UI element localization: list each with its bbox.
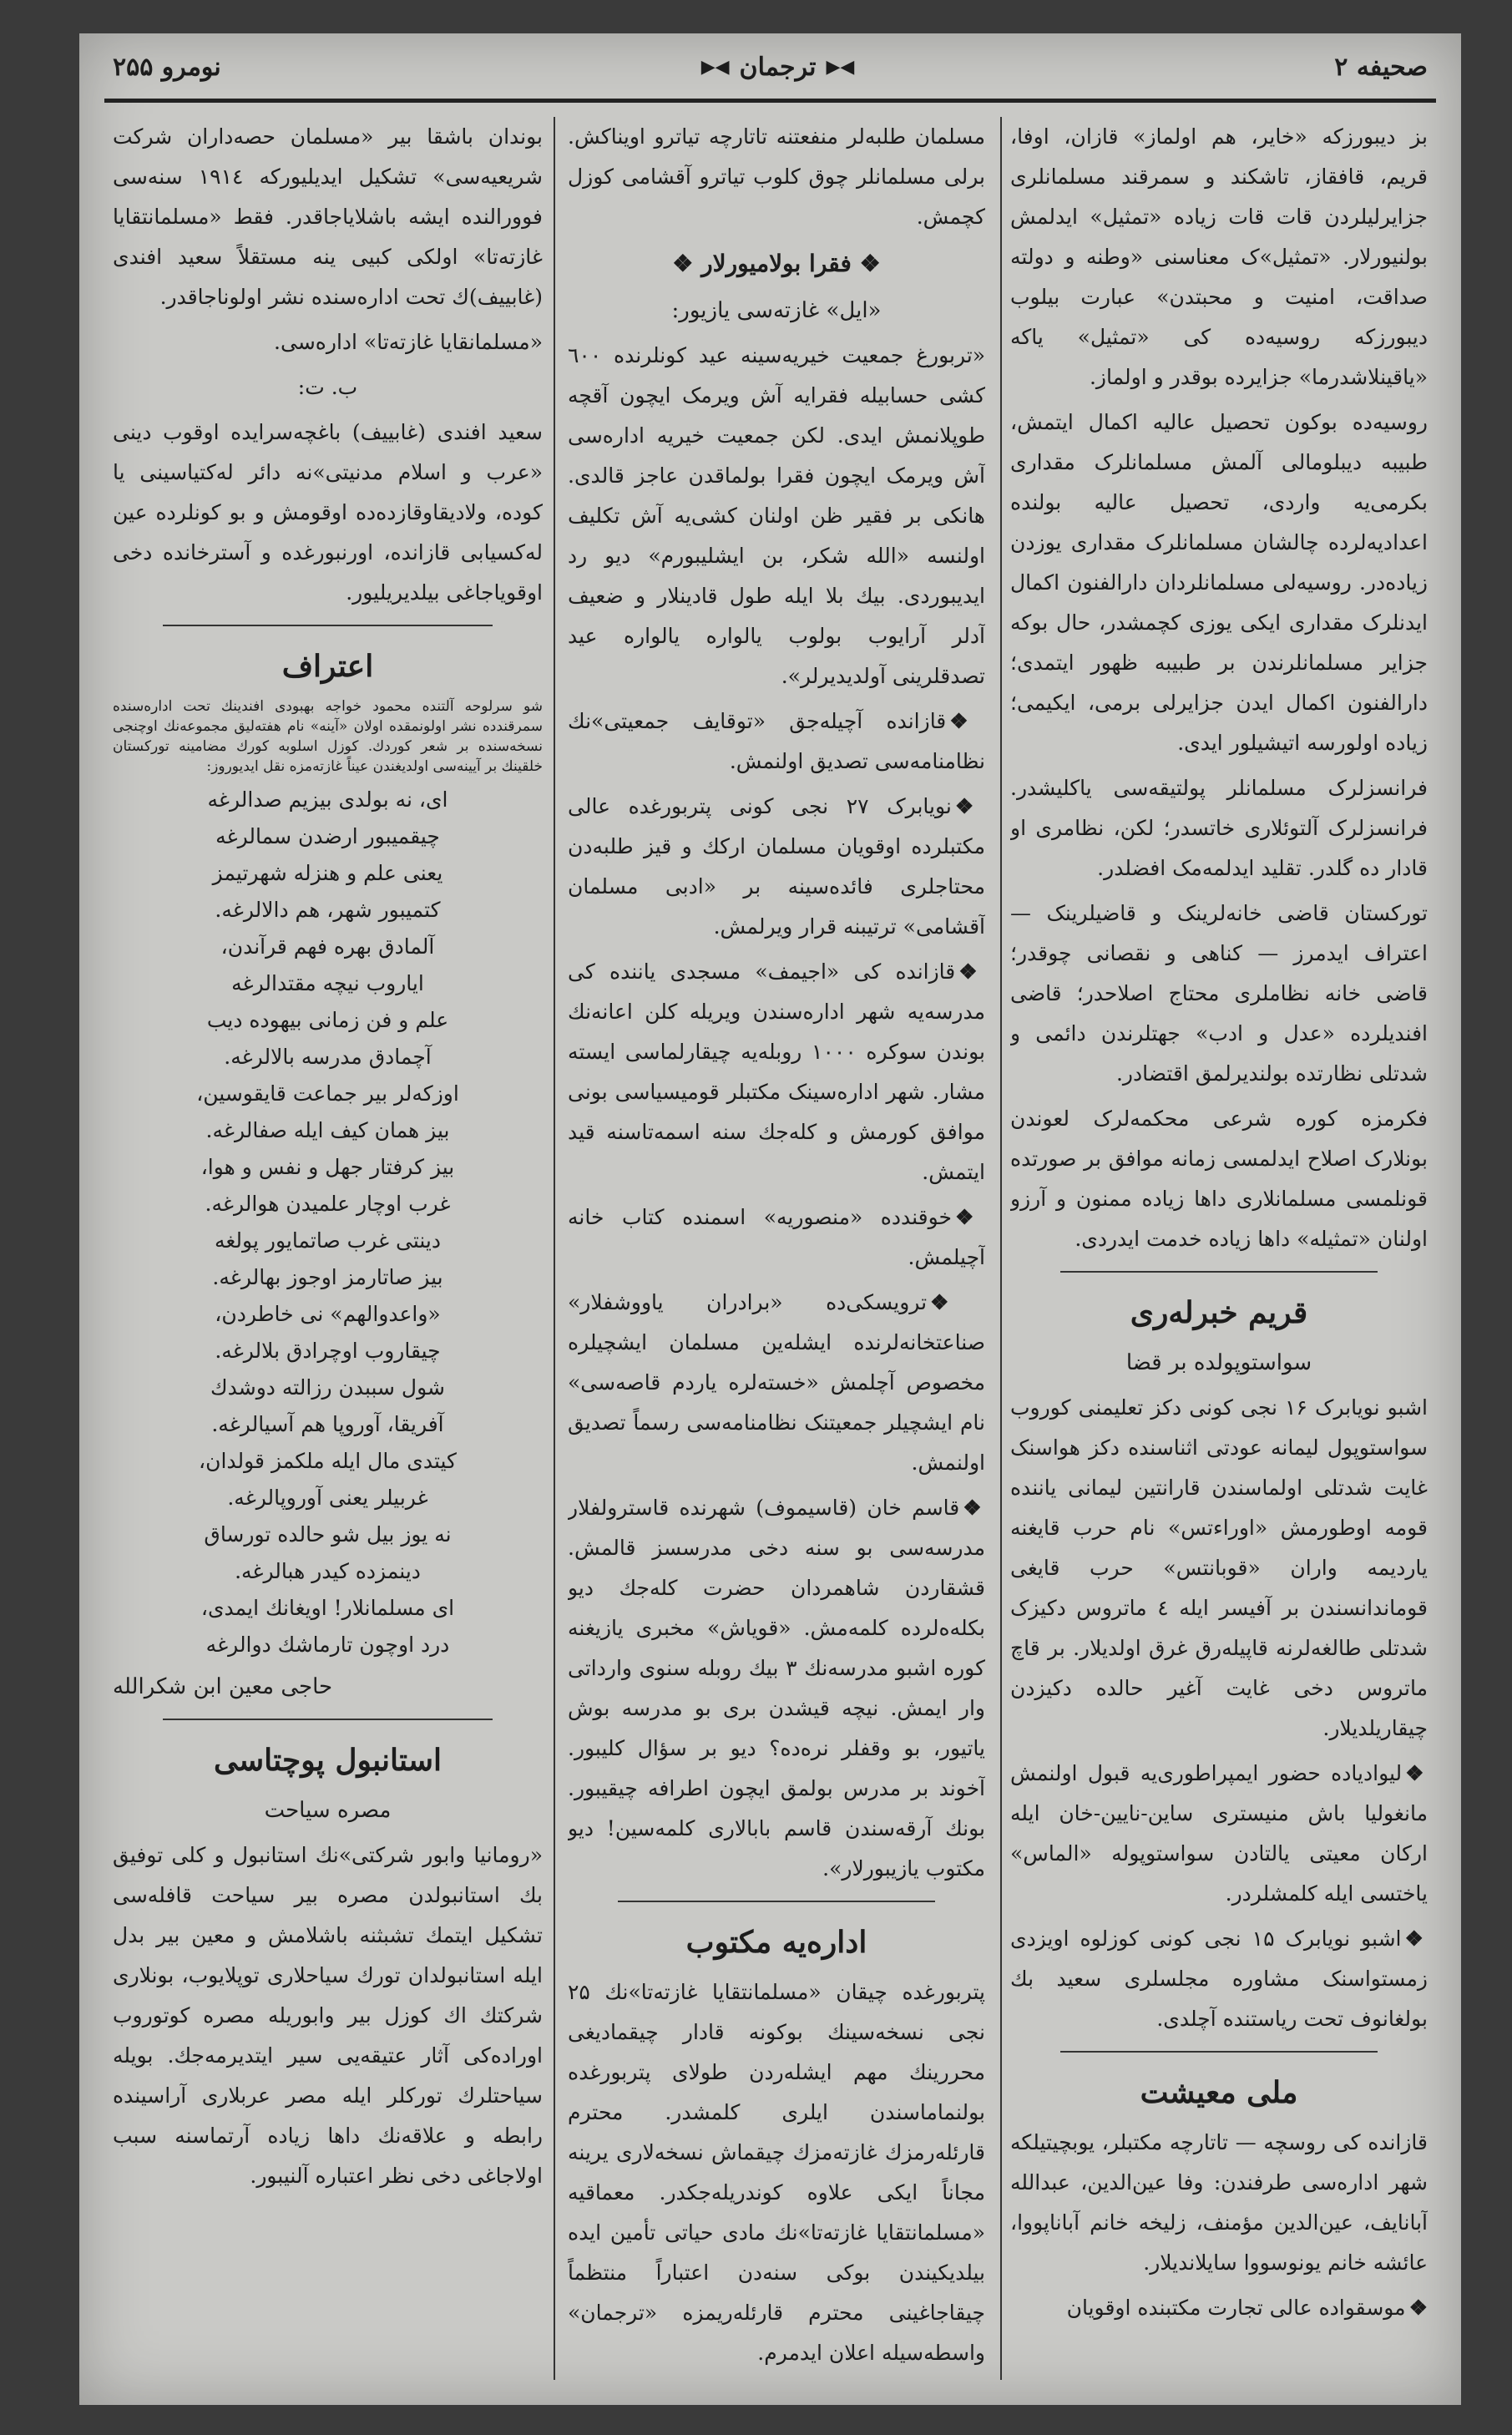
poem-line: درد اوچون تارماشك دوالرغه (205, 1633, 450, 1657)
section-title-istanbul: استانبول پوچتاسی (213, 1743, 442, 1778)
paragraph (1010, 2288, 1428, 2328)
paragraph: بز دیبورزکه «خایر، هم اولماز» قازان، اوفا، قریم، قافقاز، تاشکند و سمرقند مسلمانلری جزایرلیلردن قات قات زیاده «تمثیل» ایدلمش بولنیورلار. «تمثیل»ک معناسنی «وطنه و دولته صداقت، امنیت و محبتدن» عبارت بیلوب دیبورزکه روسیه‌ده کی «تمثیل» یاکه «یاقینلاشدرما» جزایرده بوقدر و اولماز. (1010, 124, 1428, 389)
paragraph (568, 1197, 985, 1278)
fleuron-icon: ❖ (1405, 1761, 1428, 1785)
poem-line: علم و فن زمانی بیهوده دیب (206, 1008, 449, 1032)
fleuron-icon: ❖ (963, 1496, 985, 1520)
newspaper-page (79, 33, 1461, 2405)
section-subtitle: «ایل» غازته‌سی یازیور: (671, 298, 882, 323)
fleuron-icon: ❖ (1408, 2296, 1428, 2320)
ornament-left-icon: ◀▶ (700, 56, 730, 78)
page-header (113, 42, 1428, 92)
column-divider (1000, 117, 1002, 2380)
initials: ب. ت: (297, 375, 358, 399)
section-title-poor (568, 242, 985, 286)
paragraph: مسلمان طلبه‌لر منفعتنه تاتارچه تیاترو اویناکش. برلی مسلمانلر چوق کلوب تیاترو آقشامی کوزل کچمش. (568, 124, 985, 229)
poem-line: دینمزده کیدر هبالرغه. (235, 1559, 421, 1583)
divider (1060, 2051, 1378, 2053)
paragraph (568, 1283, 985, 1483)
section-title-economy: ملی معیشت (1140, 2075, 1298, 2110)
paragraph (568, 1488, 985, 1889)
fleuron-icon: ❖ (955, 1205, 985, 1229)
poem-line: «واعدوالهم» نی خاطردن، (215, 1302, 441, 1326)
news-text: موسقواده عالی تجارت مکتبنده اوقویان (1066, 2296, 1406, 2320)
news-text: نویابرک ۲۷ نجی کونی پتربورغده عالی مکتبلرده اوقویان مسلمان ارکك و قیز طلبه‌دن محتاجلری فائده‌سینه بر «ادبی مسلمان آقشامی» ترتیبنه قرار ویرلمش. (568, 794, 985, 939)
poem-line: ای، نه بولدی بیزیم صدالرغه (207, 787, 448, 812)
paragraph: «مسلمانقایا غازته‌تا» اداره‌سی. (274, 330, 543, 354)
poem-line: ایاروب نیچه مقتدالرغه (231, 971, 424, 995)
masthead (701, 53, 855, 82)
poem-line: کتمیبور شهر، هم دالالرغه. (215, 898, 441, 922)
fleuron-icon: ❖ (958, 959, 985, 984)
title-text: فقرا بولامیورلار (701, 250, 852, 277)
fleuron-icon: ❖ (672, 250, 702, 277)
paragraph (568, 701, 985, 782)
poem-line: ای مسلمانلار! اویغانك ایمدی، (200, 1596, 455, 1620)
poem-line: چیقاروب اوچرادق بلالرغه. (215, 1339, 441, 1363)
paragraph: تورکستان قاضی خانه‌لرینک و قاضیلرینک — اعتراف ایدمرز — کناهی و نقصانی چوقدر؛ قاضی خانه نظاملری محتاج اصلاحدر؛ قاضی افندیلرده «عدل و ادب» جهتلرندن دائمی و شدتلی نظارتده بولندیرلمق اقتضادر. (1010, 901, 1428, 1086)
poem-line: غربیلر یعنی آوروپالرغه. (227, 1486, 428, 1510)
paragraph (568, 952, 985, 1192)
paragraph (1010, 1754, 1428, 1914)
poem-line: بیز صاتارمز اوجوز بهالرغه. (212, 1265, 443, 1289)
section-subtitle: سواستوپولده بر قضا (1125, 1350, 1312, 1375)
news-text: لیوادیاده حضور ایمپراطوری‌یه قبول اولنمش مانغولیا باش منیستری ساین-نایین-خان ایله ارکان معیتی یالتادن سواستوپوله «الماس» یاختسی ایله کلمشلردر. (1010, 1761, 1428, 1906)
news-text: خوقندده «منصوریه» اسمنده کتاب خانه آچیلمش. (568, 1205, 985, 1269)
poem (113, 782, 543, 1663)
paragraph (568, 787, 985, 947)
column-divider (554, 117, 555, 2380)
fleuron-icon: ❖ (954, 794, 985, 818)
paragraph: فکرمزه کوره شرعی محکمه‌لرک لعوندن بونلارک اصلاح ایدلمسی زمانه موافق بر صورتده قونلمسی مسلمانلاری داها زیاده ممنون و آرزو اولنان «تمثیله» داها زیاده خدمت ایدردی. (1010, 1106, 1428, 1251)
poem-line: غرب اوچار علمیدن هوالرغه. (205, 1192, 451, 1216)
fleuron-icon: ❖ (930, 1290, 985, 1314)
news-text: قازانده کی «اجیمف» مسجدی یاننده کی مدرسه‌یه شهر اداره‌سندن ویریله کلن اعانه‌نك بوندن سوکره ۱۰۰۰ روبله‌یه چیقارلماسی ایسته مشار. شهر اداره‌سینک مکتبلر قومیسیاسی بونی موافق کورمش و کله‌جك سنه اسمه‌تاسنه قید ایتمش. (568, 959, 985, 1184)
paragraph: روسیه‌ده بوکون تحصیل عالیه اکمال ایتمش، طبیبه دیبلومالی آلمش مسلمانلرک مقداری بکرمی‌یه واردی، تحصیل عالیه بولنده اعدادیه‌لرده چالشان مسلمانلرک مقداری یوزدن زیاده‌در. روسیه‌لی مسلمانلردان دارالفنون اکمال ایدنلرک مقداری ایکی یوزی کچمشدر، حال بوکه جزایر مسلمانلرندن بر طبیبه ظهور ایتمدی؛ دارالفنون اکمال ایدن جزایرلی برمی، ایکیمی؛ زیاده اولورسه اتیشیلور ایدی. (1010, 410, 1428, 755)
poem-line: نه یوز بیل شو حالده تورساق (204, 1522, 452, 1547)
section-title-office-letter: اداره‌یه مکتوب (685, 1925, 867, 1960)
paragraph (1010, 1919, 1428, 2039)
header-rule (104, 99, 1436, 103)
paragraph: فرانسزلرک مسلمانلر پولتیقه‌سی یاکلیشدر. فرانسزلرک آلتوئلاری خاتسدر؛ لکن، نظامری او قادار ده گلدر. تقلید ایدلمه‌مک افضلدر. (1010, 776, 1428, 880)
section-title-crimea: قریم خبرله‌ری (1130, 1295, 1308, 1330)
paragraph: پتربورغده چیقان «مسلمانتقایا غازته‌تا»نك ۲۵ نجی نسخه‌سینك بوکونه قادار چیقمادیغی محررینك مهم ایشله‌ردن طولای پتربورغده بولنماماسندن ایلری کلمشدر. محترم قارئله‌رمزك غازته‌مزك چیقماش نسخه‌لاری یرینه مجاناً ایکی علاوه کوندریله‌جکدر. معماقیه «مسلمانتقایا غازته‌تا»نك مادی حیاتی تأمین ایده بیلدیکیندن بوکی سنه‌دن اعتباراً منتظماً چیقاجاغینی محترم قارئله‌ریمزه «ترجمان» واسطه‌سیله اعلان ایدمرم. (568, 1980, 985, 2365)
poem-line: چیقمیبور ارضدن سمالرغه (215, 824, 440, 848)
newspaper-title: ترجمان (739, 52, 817, 82)
news-text: قازانده آچیله‌جق «توقایف جمعیتی»نك نظامنامه‌سی تصدیق اولنمش. (568, 709, 985, 773)
column-left (113, 117, 543, 2380)
section-subtitle: مصره سیاحت (264, 1798, 392, 1823)
fleuron-icon: ❖ (851, 250, 881, 277)
news-text: ترویسکی‌ده «برادران یاووشفلار» صناعتخانه‌لرنده ایشله‌ین مسلمان ایشچیلره مخصوص آچلمش «خسته‌لره یاردم قاصه‌سی» نام ایشچیلر جمعیتنک نظامنامه‌سی رسماً تصدیق اولنمش. (568, 1290, 985, 1475)
fleuron-icon: ❖ (949, 709, 985, 733)
news-text: اشبو نویابرک ۱۵ نجی کونی کوزلوه اویزدی زمستواسنک مشاوره مجلسلری سعید بك بولغانوف تحت ریاستنده آچلدی. (1010, 1926, 1428, 2031)
fleuron-icon: ❖ (1404, 1926, 1428, 1951)
paragraph: «رومانیا وابور شرکتی»نك استانبول و کلی توفیق بك استانبولدن مصره بیر سیاحت قافله‌سی تشکیل ایتمك تشبثنه باشلامش و معین بیر بدل ایله استانبولدان تورك سیاحلاری توپلایوب، بونلاری شرکتك اك کوزل بیر وابوریله مصره کوتوروب اوراده‌کی آثار عتیقه‌یی سیر ایتدیرمه‌جك. بویله سیاحتلرك تورکلر ایله مصر عربلاری آراسینده رابطه و علاقه‌نك داها زیاده آرتماسنه سبب اولاجاغی دخی نظر اعتباره آلنیبور. (113, 1843, 543, 2188)
poem-line: دینتی غرب صاتمایور پولغه (214, 1228, 442, 1253)
column-middle (568, 117, 985, 2380)
paragraph: اشبو نویابرک ۱۶ نجی کونی دکز تعلیمنی کوروب سواستوپول لیمانه عودتی اثناسنده دکز هواسنک غایت شدتلی اولماسندن قارانتین لیمانی یاننده قومه اوطورمش «اوراءتس» نام حرب قایغنه یاردیمه واران «قوبانتس» حرب قایغی قوماندانسندن بر آفیسر ایله ٤ ماتروس دکیزک شدتلی طالغه‌لرنه قاپیله‌رق غرق اولدیلار. بر قاچ ماتروس دخی غایت آغیر حالده دکیزدن چیقاریلدیلار. (1010, 1395, 1428, 1740)
intro-note: شو سرلوحه آلتنده محمود خواجه بهبودی افندینك تحت اداره‌سنده سمرقندده نشر اولونمقده اولان «آینه» نام هفته‌لیق مجموعه‌نك اوچنجی نسخه‌سنده بر شعر کوردك. کوزل اسلوبه کورك مضامینه تورکستان خلقینك بر آیینه‌سی اولدیغندن عیناً غازته‌مزه نقل ایدیوروز: (113, 698, 543, 775)
issue-number: نومرو ۲۵۵ (113, 52, 221, 82)
ornament-right-icon: ◀▶ (826, 56, 855, 78)
section-title-confession: اعتراف (281, 649, 374, 684)
divider (163, 1719, 493, 1720)
page-number: صحیفه ۲ (1334, 52, 1428, 82)
poem-line: آلمادق بهره فهم قرآندن، (220, 934, 435, 959)
divider (163, 625, 493, 626)
poem-line: اوزکه‌لر بیر جماعت قایقوسین، (196, 1081, 459, 1106)
poem-line: شول سببدن رزالته دوشدك (210, 1375, 445, 1400)
poem-line: آفریقا، آوروپا هم آسیالرغه. (211, 1412, 444, 1436)
poem-line: بیز کرفتار جهل و نفس و هوا، (200, 1155, 455, 1179)
paragraph: «تربورغ جمعیت خیریه‌سینه عید کونلرنده ٦٠٠ کشی حسابیله فقرایه آش ویرمک ایچون آقچه طوپلانمش ایدی. لکن جمعیت خیریه اداره‌سی آش ویرمک ایچون فقرا بولماقدن عاجز قالدی. هانکی بر فقیر ظن اولنان کشی‌یه آش تکلیف اولنسه «الله شکر، بن ایشلیبورم» دیو رد ایدیبوردی. بیك بلا ایله طول قادینلار و ضعیف آدلر آرایوب بولوب یالواره یالواره عید تصدقلرینی آولدیدیرلر». (568, 343, 985, 688)
column-right (1010, 117, 1428, 2380)
paragraph: قازانده کی روسچه — تاتارچه مکتبلر، یوبچیتیلکه شهر اداره‌سی طرفندن: وفا عین‌الدین، عبدالله آبانایف، عین‌الدین مؤمنف، زلیخه خانم آباناپووا، عائشه خانم یونوسووا سایلاندیلار. (1010, 2130, 1428, 2275)
poem-line: کیتدی مال ایله ملکمز قولدان، (199, 1449, 457, 1473)
signature: حاجی معین ابن شکرالله (113, 1674, 333, 1699)
news-text: قاسم خان (قاسیموف) شهرنده قاسترولفلار مدرسه‌سی بو سنه دخی مدرسسز قالمش. قشقاردن شاهمردان حضرت کله‌جك دیو بکله‌ه‌لرده کلمه‌مش. «قویاش» مخبری یازیغنه کوره اشبو مدرسه‌نك ۳ بیك روبله سنوی وارداتی وار ایمش. نیچه قیشدن بری بو مدرسه بوش یاتیور، بو وقفلر نره‌ده؟ دیو بر سؤال کلیبور. آخوند بر مدرس بولمق ایچون اطرافه چیقیبور. بونك آرقه‌سندن قاسم بابالاری کلمه‌سین! دیو مکتوب یازیبورلار». (568, 1496, 985, 1881)
paragraph: بوندان باشقا بیر «مسلمان حصه‌داران شرکت شریعیه‌سی» تشکیل ایدیلیورکه ۱۹۱٤ سنه‌سی فوورالنده ایشه باشلایاجاقدر. فقط «مسلمانتقایا غازته‌تا» اولکی کبیی ینه مستقلاً سعید افندی (غابییف)ك تحت اداره‌سنده نشر اولوناجاقدر. (113, 124, 543, 309)
divider (1060, 1271, 1378, 1273)
poem-line: آچمادق مدرسه بالالرغه. (224, 1045, 432, 1069)
paragraph: سعید افندی (غابییف) باغچه‌سرایده اوقوب دینی «عرب و اسلام مدنیتی»نه دائر له‌کتیاسینی یا کوده، ولادیقاوقازده‌ده اوقومش و بو کونلرده عین له‌کسیابی قازانده، اورنبورغده و آسترخانده دخی اوقویاجاغی بیلدیریلیور. (113, 420, 543, 605)
poem-line: بیز همان کیف ایله صفالرغه. (205, 1118, 450, 1142)
poem-line: یعنی علم و هنزله شهرتیمز (212, 861, 443, 885)
divider (618, 1901, 935, 1902)
